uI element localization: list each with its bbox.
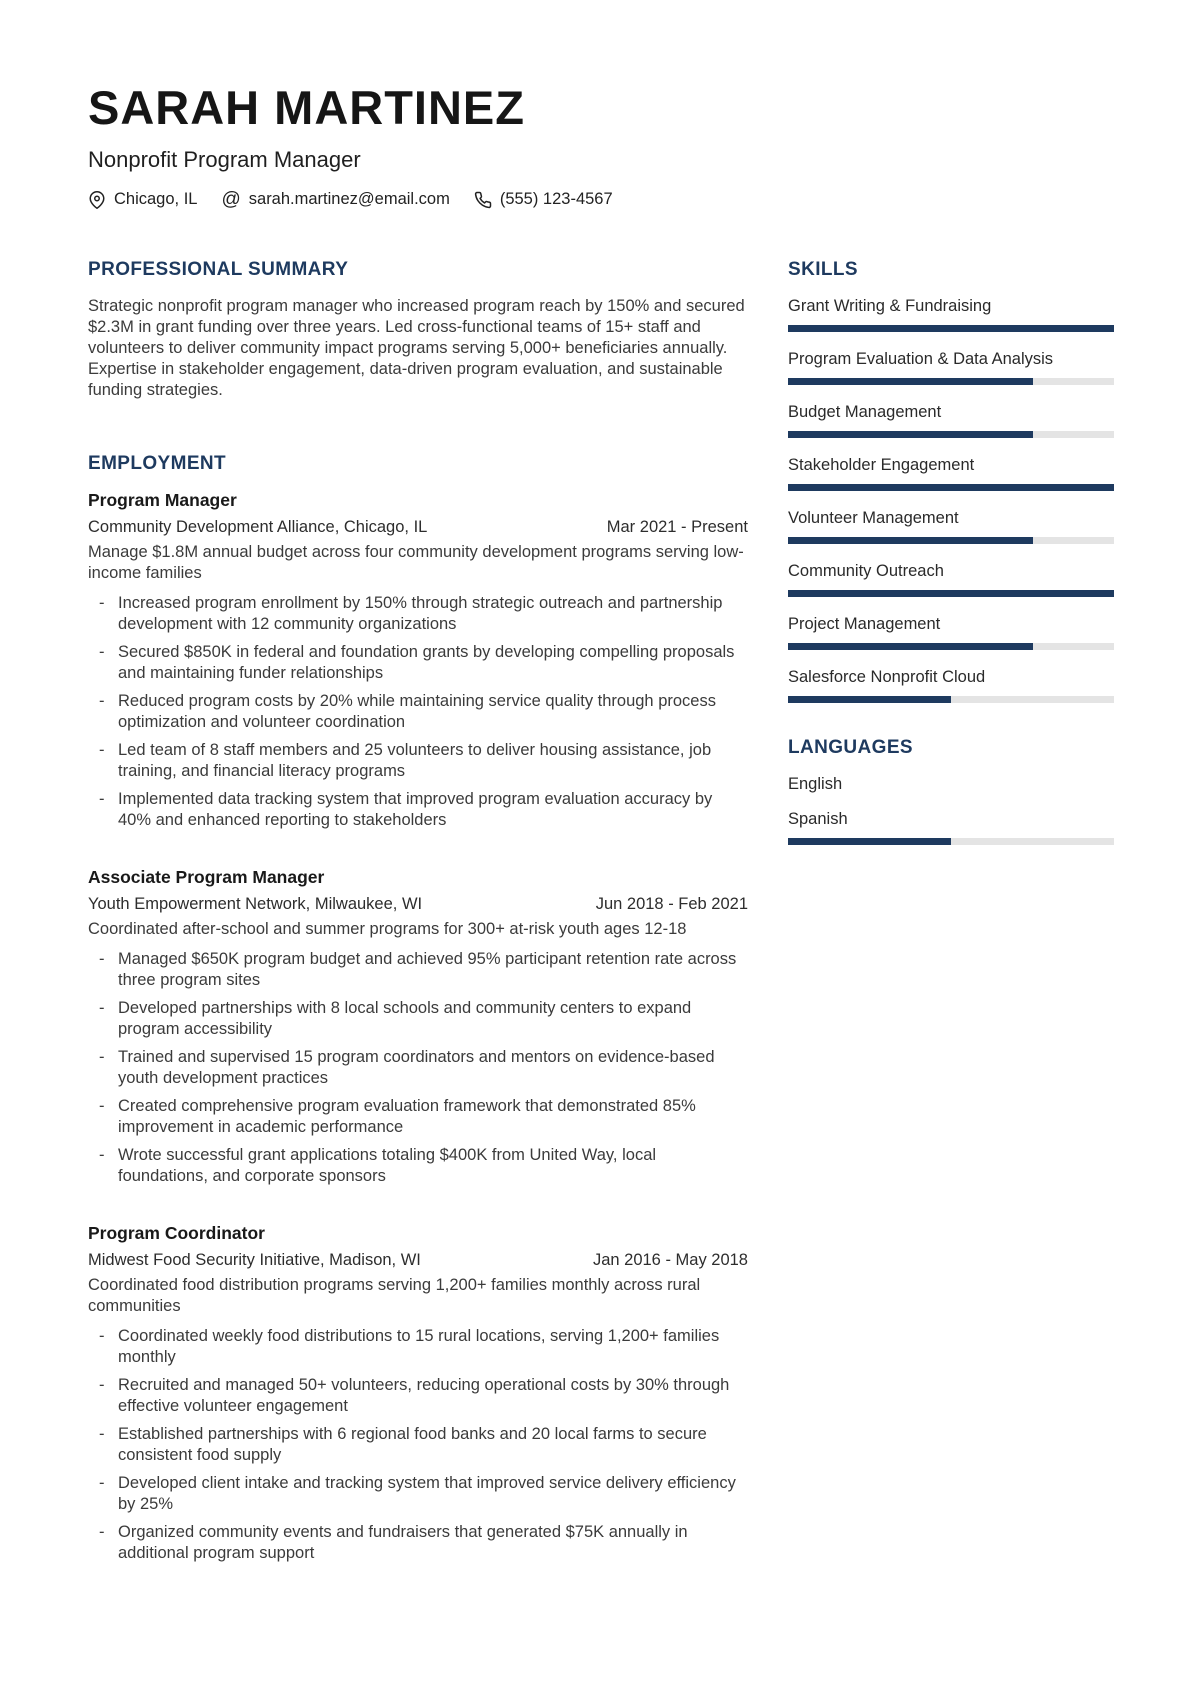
job-bullets — [88, 949, 748, 1187]
contact-phone — [474, 190, 613, 209]
skill-item — [788, 561, 1114, 597]
job-meta — [88, 1251, 748, 1270]
job-bullet: - Increased program enrollment by 150% through strategic outreach and partnership development with 12 community organizations — [88, 593, 748, 635]
skill-bar — [788, 643, 1114, 650]
job-bullets — [88, 593, 748, 831]
job-bullets — [88, 1326, 748, 1564]
language-item — [788, 809, 1114, 845]
skill-label: Budget Management — [788, 403, 942, 421]
contact-phone-text: (555) 123-4567 — [499, 190, 613, 208]
job-bullet: - Organized community events and fundraisers that generated $75K annually in additional program support — [88, 1522, 748, 1564]
contact-email — [221, 190, 449, 209]
employment-heading: EMPLOYMENT — [88, 453, 227, 474]
phone-icon — [474, 191, 492, 209]
skill-label: Project Management — [788, 615, 941, 633]
skill-item — [788, 455, 1114, 491]
contact-location-text: Chicago, IL — [114, 190, 198, 208]
skill-bar — [788, 431, 1114, 438]
job-bullet: - Reduced program costs by 20% while maintaining service quality through process optimization and volunteer coordination — [88, 691, 748, 733]
languages-heading: LANGUAGES — [788, 737, 913, 758]
skill-bar-fill — [788, 537, 1033, 544]
skills-heading: SKILLS — [788, 259, 858, 280]
map-pin-icon — [88, 191, 106, 209]
skill-bar — [788, 484, 1114, 491]
sidebar-column — [788, 259, 1114, 1571]
skill-label: Stakeholder Engagement — [788, 456, 975, 474]
skill-bar-fill — [788, 378, 1033, 385]
summary-text: Strategic nonprofit program manager who increased program reach by 150% and secured $2.3M in grant funding over three years. Led cross-functional teams of 15+ staff and volunteers to deliver community impact programs serving 5,000+ beneficiaries annually. Expertise in stakeholder engagement, data-driven program evaluation, and sustainable funding strategies. — [88, 297, 745, 399]
skill-bar-fill — [788, 325, 1114, 332]
job-entry — [88, 490, 748, 831]
language-label: Spanish — [788, 810, 848, 828]
contact-location — [88, 190, 197, 209]
job-dates: Jan 2016 - May 2018 — [592, 1251, 748, 1269]
skill-item — [788, 296, 1114, 332]
contact-email-text: sarah.martinez@email.com — [248, 190, 450, 208]
person-name: SARAH MARTINEZ — [88, 81, 525, 134]
language-item — [788, 774, 1114, 794]
job-bullet: - Developed client intake and tracking system that improved service delivery efficiency by 25% — [88, 1473, 748, 1515]
skill-item — [788, 349, 1114, 385]
skill-bar — [788, 537, 1114, 544]
skill-bar-fill — [788, 431, 1033, 438]
at-sign-icon: @ — [221, 189, 241, 210]
skill-bar — [788, 696, 1114, 703]
skill-item — [788, 508, 1114, 544]
skill-bar — [788, 325, 1114, 332]
main-column — [88, 259, 748, 1571]
content-columns — [88, 259, 1114, 1571]
job-dates: Jun 2018 - Feb 2021 — [595, 895, 748, 913]
languages-section — [788, 737, 1114, 845]
job-title: Program Coordinator — [88, 1223, 265, 1243]
job-title: Program Manager — [88, 490, 237, 510]
job-bullet: - Trained and supervised 15 program coordinators and mentors on evidence-based youth development practices — [88, 1047, 748, 1089]
job-title: Associate Program Manager — [88, 867, 325, 887]
resume-header — [88, 81, 1114, 210]
skill-label: Program Evaluation & Data Analysis — [788, 350, 1054, 368]
job-bullet: - Managed $650K program budget and achieved 95% participant retention rate across three program sites — [88, 949, 748, 991]
language-bar — [788, 838, 1114, 845]
summary-section — [88, 259, 748, 401]
language-label: English — [788, 775, 843, 793]
person-job-title: Nonprofit Program Manager — [88, 147, 361, 172]
summary-heading: PROFESSIONAL SUMMARY — [88, 259, 349, 280]
job-entry — [88, 867, 748, 1187]
job-company: Community Development Alliance, Chicago, IL — [88, 518, 428, 536]
job-bullet: - Secured $850K in federal and foundation grants by developing compelling proposals and maintaining funder relationships — [88, 642, 748, 684]
job-bullet: - Recruited and managed 50+ volunteers, reducing operational costs by 30% through effective volunteer engagement — [88, 1375, 748, 1417]
skill-item — [788, 667, 1114, 703]
skill-bar-fill — [788, 696, 951, 703]
job-bullet: - Wrote successful grant applications totaling $400K from United Way, local foundations, and corporate sponsors — [88, 1145, 748, 1187]
job-company: Youth Empowerment Network, Milwaukee, WI — [88, 895, 423, 913]
job-bullet: - Created comprehensive program evaluation framework that demonstrated 85% improvement in academic performance — [88, 1096, 748, 1138]
job-meta — [88, 895, 748, 914]
skills-section — [788, 259, 1114, 703]
job-description: Manage $1.8M annual budget across four community development programs serving low-income families — [88, 543, 744, 582]
job-bullet: - Developed partnerships with 8 local schools and community centers to expand program accessibility — [88, 998, 748, 1040]
job-bullet: - Implemented data tracking system that improved program evaluation accuracy by 40% and enhanced reporting to stakeholders — [88, 789, 748, 831]
language-bar-fill — [788, 838, 951, 845]
skill-bar-fill — [788, 484, 1114, 491]
skill-label: Community Outreach — [788, 562, 944, 580]
skill-item — [788, 402, 1114, 438]
skill-label: Grant Writing & Fundraising — [788, 297, 992, 315]
job-bullet: - Established partnerships with 6 regional food banks and 20 local farms to secure consistent food supply — [88, 1424, 748, 1466]
job-description: Coordinated after-school and summer programs for 300+ at-risk youth ages 12-18 — [88, 920, 687, 938]
job-meta — [88, 518, 748, 537]
job-bullet: - Led team of 8 staff members and 25 volunteers to deliver housing assistance, job training, and financial literacy programs — [88, 740, 748, 782]
skill-label: Volunteer Management — [788, 509, 959, 527]
skill-label: Salesforce Nonprofit Cloud — [788, 668, 986, 686]
employment-section — [88, 453, 748, 1564]
skill-bar-fill — [788, 590, 1114, 597]
job-description: Coordinated food distribution programs serving 1,200+ families monthly across rural communities — [88, 1276, 701, 1315]
contact-row — [88, 190, 1114, 209]
job-bullet: - Coordinated weekly food distributions to 15 rural locations, serving 1,200+ families monthly — [88, 1326, 748, 1368]
skill-item — [788, 614, 1114, 650]
job-entry — [88, 1223, 748, 1564]
job-dates: Mar 2021 - Present — [606, 518, 748, 536]
job-company: Midwest Food Security Initiative, Madison, WI — [88, 1251, 421, 1269]
skill-bar-fill — [788, 643, 1033, 650]
skill-bar — [788, 590, 1114, 597]
skill-bar — [788, 378, 1114, 385]
